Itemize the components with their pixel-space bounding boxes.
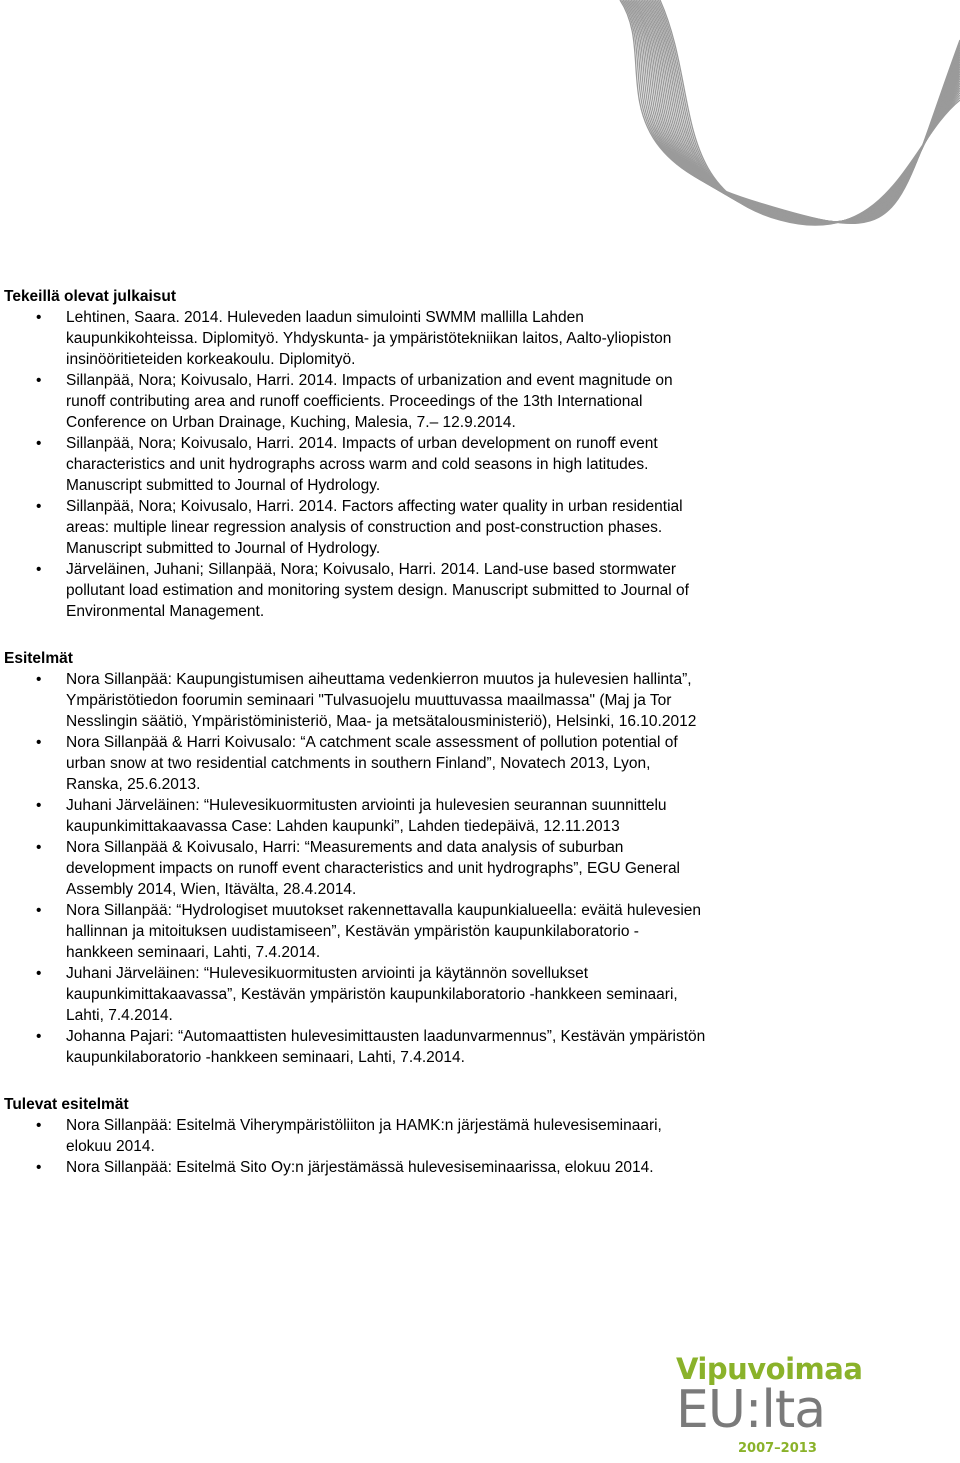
wave-line (626, 0, 960, 222)
wave-line (647, 0, 960, 223)
logo-years: 2007–2013 (738, 1441, 817, 1456)
list-item: • Nora Sillanpää: “Hydrologiset muutokset rakennettavalla kaupunkialueella: eväitä hulevesien hallinnan ja mitoituksen uudistamiseen”, Kestävän ympäristön kaupunkilaboratorio -hankkeen seminaari, Lahti, 7.4.2014. (0, 900, 706, 963)
wave-line (657, 0, 960, 224)
upcoming-list (0, 1115, 960, 1178)
list-item: • Lehtinen, Saara. 2014. Huleveden laadun simulointi SWMM mallilla Lahden kaupunkikohteissa. Diplomityö. Yhdyskunta- ja ympäristötekniikan laitos, Aalto-yliopiston insinööritieteiden korkeakoulu. Diplomityö. (0, 307, 706, 370)
wave-lines-graphic (560, 0, 960, 290)
wave-line (631, 0, 960, 222)
wave-line (655, 0, 960, 224)
list-item: • Juhani Järveläinen: “Hulevesikuormitusten arviointi ja hulevesien seurannan suunnittelu kaupunkimittakaavassa Case: Lahden kaupunki”, Lahden tiedepäivä, 12.11.2013 (0, 795, 706, 837)
wave-line (654, 0, 960, 224)
list-item: • Sillanpää, Nora; Koivusalo, Harri. 2014. Factors affecting water quality in urban residential areas: multiple linear regression analysis of construction and post-construction phases. Manuscript submitted to Journal of Hydrology. (0, 496, 706, 559)
wave-line (642, 0, 960, 222)
list-item: • Nora Sillanpää: Esitelmä Viherympäristöliiton ja HAMK:n järjestämä hulevesiseminaari, elokuu 2014. (0, 1115, 706, 1157)
vipuvoimaa-eu-logo (676, 1352, 926, 1460)
section-upcoming-presentations (0, 1094, 960, 1178)
section-heading: Esitelmät (4, 650, 73, 667)
list-item: • Järveläinen, Juhani; Sillanpää, Nora; Koivusalo, Harri. 2014. Land-use based stormwater pollutant load estimation and monitoring system design. Manuscript submitted to Journal of Environmental Management. (0, 559, 706, 622)
list-item: • Juhani Järveläinen: “Hulevesikuormitusten arviointi ja käytännön sovellukset kaupunkimittakaavassa”, Kestävän ympäristön kaupunkilaboratorio -hankkeen seminaari, Lahti, 7.4.2014. (0, 963, 706, 1026)
logo-line1: Vipuvoimaa (676, 1352, 863, 1386)
section-heading: Tekeillä olevat julkaisut (4, 288, 177, 305)
wave-line (658, 0, 960, 225)
logo-line2: EU:lta (676, 1380, 826, 1440)
list-item: • Nora Sillanpää: Kaupungistumisen aiheuttama vedenkierron muutos ja hulevesien hallinta”, Ympäristötiedon foorumin seminaari "Tulvasuojelu muuttuvassa maailmassa" (Maj ja Tor Nesslingin säätiö, Ympäristöministeriö, Maa- ja metsätalousministeriö), Helsinki, 16.10.2012 (0, 669, 706, 732)
section-publications-in-progress (0, 286, 960, 622)
wave-line (644, 0, 960, 222)
list-item: • Nora Sillanpää: Esitelmä Sito Oy:n järjestämässä hulevesiseminaarissa, elokuu 2014. (0, 1157, 706, 1178)
wave-line (646, 0, 960, 222)
list-item: • Johanna Pajari: “Automaattisten hulevesimittausten laadunvarmennus”, Kestävän ympäristön kaupunkilaboratorio -hankkeen seminaari, Lahti, 7.4.2014. (0, 1026, 706, 1068)
wave-line (650, 0, 960, 223)
list-item: • Nora Sillanpää & Koivusalo, Harri: “Measurements and data analysis of suburban development impacts on runoff event characteristics and unit hydrographs”, EGU General Assembly 2014, Wien, Itävälta, 28.4.2014. (0, 837, 706, 900)
wave-line (649, 0, 960, 223)
section-presentations (0, 648, 960, 1068)
wave-line (660, 0, 960, 225)
wave-line (633, 0, 960, 222)
publication-list (0, 307, 960, 622)
list-item: • Sillanpää, Nora; Koivusalo, Harri. 2014. Impacts of urban development on runoff event characteristics and unit hydrographs across warm and cold seasons in high latitudes. Manuscript submitted to Journal of Hydrology. (0, 433, 706, 496)
list-item: • Sillanpää, Nora; Koivusalo, Harri. 2014. Impacts of urbanization and event magnitude on runoff contributing area and runoff coefficients. Proceedings of the 13th International Conference on Urban Drainage, Kuching, Malesia, 7.– 12.9.2014. (0, 370, 706, 433)
presentation-list (0, 669, 960, 1068)
list-item: • Nora Sillanpää & Harri Koivusalo: “A catchment scale assessment of pollution potential of urban snow at two residential catchments in southern Finland”, Novatech 2013, Lyon, Ranska, 25.6.2013. (0, 732, 706, 795)
document-body (0, 286, 960, 1178)
section-heading: Tulevat esitelmät (4, 1096, 129, 1113)
wave-line (652, 0, 960, 223)
wave-line (638, 0, 960, 222)
